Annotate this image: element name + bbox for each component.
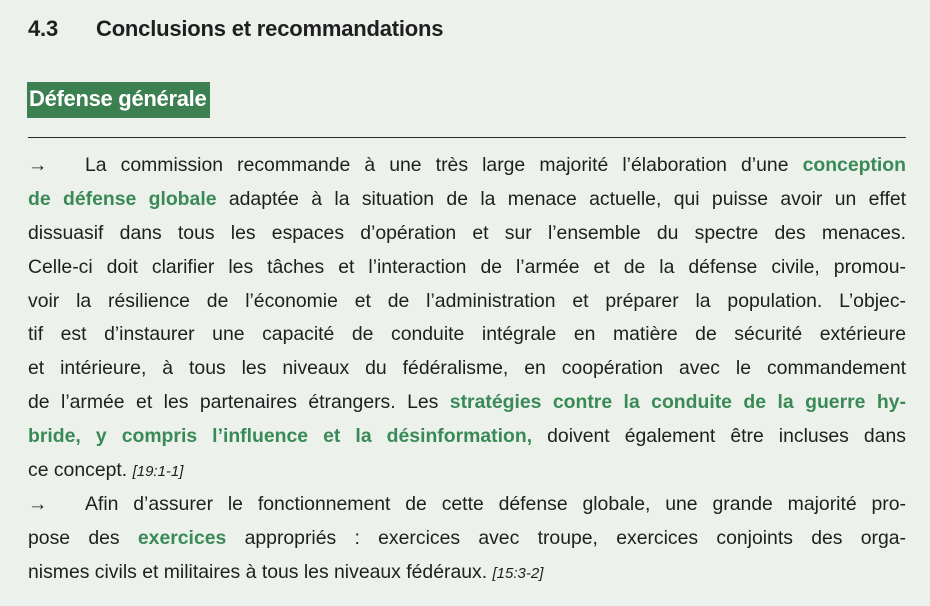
section-title: Conclusions et recommandations <box>96 16 444 41</box>
recommendation-paragraph-2 <box>28 488 906 590</box>
text-line <box>28 522 906 556</box>
text-line <box>28 386 906 420</box>
text-line <box>28 149 906 183</box>
text-run: Afin d’assurer le fonctionnement de cette défense globale, une grande majorité pro- <box>85 493 906 515</box>
text-run: adaptée à la situation de la menace actuelle, qui puisse avoir un effet <box>216 187 906 210</box>
source-reference: [19:1-1] <box>132 463 184 481</box>
section-number: 4.3 <box>28 16 58 41</box>
arrow-right-icon: → <box>28 493 48 515</box>
highlight-term: bride, y compris l’influence et la désinformation, <box>28 425 533 448</box>
text-line <box>28 420 906 454</box>
text-run: nismes civils et militaires à tous les niveaux fédéraux. <box>28 560 493 583</box>
highlight-term: de défense globale <box>28 187 217 210</box>
text-run: pose des <box>28 526 138 549</box>
text-line <box>28 454 906 488</box>
source-reference: [15:3-2] <box>492 564 544 582</box>
topic-badge: Défense générale <box>27 82 210 118</box>
text-run: ce concept. <box>28 459 133 482</box>
text-line: et intérieure, à tous les niveaux du fédéralisme, en coopération avec le commandement <box>28 357 906 380</box>
text-line: Celle-ci doit clarifier les tâches et l’interaction de l’armée et de la défense civile, promou- <box>28 255 906 278</box>
divider <box>28 137 906 138</box>
highlight-term: stratégies contre la conduite de la guerre hy- <box>449 391 906 414</box>
highlight-term: exercices <box>137 526 227 549</box>
section-heading <box>28 16 443 42</box>
text-line: tif est d’instaurer une capacité de conduite intégrale en matière de sécurité extérieure <box>28 323 906 346</box>
highlight-term: conception <box>802 154 906 176</box>
text-run: doivent également être incluses dans <box>532 425 906 448</box>
text-line <box>28 183 906 217</box>
arrow-right-icon: → <box>28 154 48 176</box>
text-line: dissuasif dans tous les espaces d’opération et sur l’ensemble du spectre des menaces. <box>28 221 906 244</box>
text-run: appropriés : exercices avec troupe, exercices conjoints des orga- <box>226 526 906 549</box>
text-line <box>28 556 906 590</box>
text-run: de l’armée et les partenaires étrangers. Les <box>28 391 450 414</box>
text-run: La commission recommande à une très large majorité l’élaboration d’une <box>85 154 803 176</box>
text-line <box>28 488 906 522</box>
recommendation-paragraph-1 <box>28 149 906 488</box>
text-line: voir la résilience de l’économie et de l’administration et préparer la population. L’objec- <box>28 289 906 312</box>
